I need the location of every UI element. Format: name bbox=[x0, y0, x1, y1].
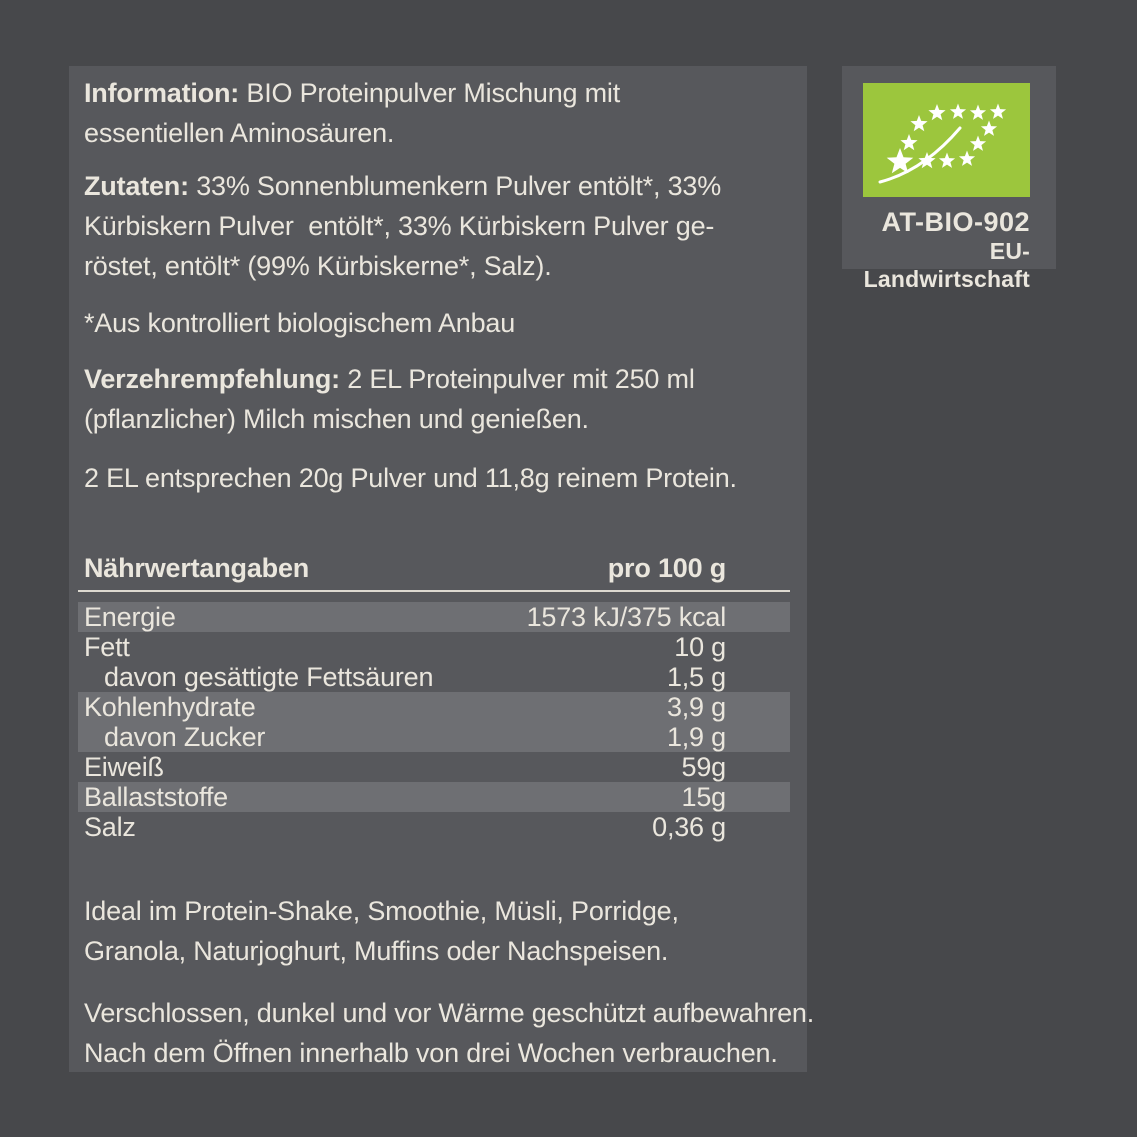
ingredients-lead: Zutaten: bbox=[84, 171, 189, 201]
organic-note bbox=[84, 303, 807, 343]
row-value: 10 g bbox=[674, 632, 726, 662]
row-value: 1,9 g bbox=[666, 722, 726, 752]
table-row-gesaettigte-fettsaeuren bbox=[78, 662, 790, 692]
table-row-ballaststoffe bbox=[78, 782, 790, 812]
serving-line-1 bbox=[84, 359, 807, 399]
leaf-stem bbox=[880, 128, 960, 182]
ingredients-line-2: Kürbiskern Pulver entölt*, 33% Kürbiskern Pulver ge- bbox=[84, 211, 715, 241]
info-line-1-rest: BIO Proteinpulver Mischung mit bbox=[239, 78, 621, 108]
ingredients-line-3: röstet, entölt* (99% Kürbiskerne*, Salz). bbox=[84, 251, 552, 281]
serving-paragraph bbox=[84, 359, 807, 439]
row-value: 1,5 g bbox=[666, 662, 726, 692]
organic-note-line: *Aus kontrolliert biologischem Anbau bbox=[84, 308, 516, 338]
star-icon bbox=[900, 134, 917, 150]
eu-organic-leaf-stars-icon bbox=[863, 83, 1030, 197]
table-row-salz bbox=[78, 812, 790, 842]
serving-lead: Verzehrempfehlung: bbox=[84, 364, 340, 394]
serving-equivalent-note bbox=[84, 458, 807, 498]
table-row-eiweiss bbox=[78, 752, 790, 782]
usage-line-2: Granola, Naturjoghurt, Muffins oder Nachspeisen. bbox=[84, 936, 669, 966]
row-value: 0,36 g bbox=[652, 812, 726, 842]
nutrition-rows bbox=[78, 602, 790, 842]
row-label: Fett bbox=[84, 632, 130, 662]
row-label: davon Zucker bbox=[104, 722, 266, 752]
storage-paragraph bbox=[84, 993, 815, 1073]
star-icon bbox=[959, 151, 975, 166]
serving-line-2: (pflanzlicher) Milch mischen und genießen. bbox=[84, 404, 589, 434]
info-line-2: essentiellen Aminosäuren. bbox=[84, 118, 395, 148]
usage-paragraph bbox=[84, 891, 807, 971]
usage-line-1: Ideal im Protein-Shake, Smoothie, Müsli, Porridge, bbox=[84, 896, 679, 926]
organic-code-label: AT-BIO-902 bbox=[881, 207, 1030, 237]
ingredients-paragraph bbox=[84, 166, 807, 286]
star-icon bbox=[928, 104, 945, 120]
info-paragraph bbox=[84, 73, 807, 153]
star-icon bbox=[970, 136, 986, 151]
table-row-zucker bbox=[78, 722, 790, 752]
ingredients-line-1 bbox=[84, 166, 807, 206]
star-icon bbox=[950, 104, 966, 119]
ingredients-line-1-rest: 33% Sonnenblumenkern Pulver entölt*, 33% bbox=[188, 171, 722, 201]
nutrition-title: Nährwertangaben bbox=[84, 553, 310, 583]
table-row-fett bbox=[78, 632, 790, 662]
eu-organic-logo-card bbox=[842, 66, 1056, 292]
storage-line-2: Nach dem Öffnen innerhalb von drei Wochen verbrauchen. bbox=[84, 1038, 778, 1068]
table-row-kohlenhydrate bbox=[78, 692, 790, 722]
row-label: Eiweiß bbox=[84, 752, 164, 782]
nutrition-table bbox=[78, 548, 790, 842]
star-icon bbox=[910, 115, 927, 131]
serving-equivalent-line: 2 EL entsprechen 20g Pulver und 11,8g reinem Protein. bbox=[84, 463, 737, 493]
info-lead: Information: bbox=[84, 78, 240, 108]
row-value: 3,9 g bbox=[666, 692, 726, 722]
row-label: Salz bbox=[84, 812, 136, 842]
nutrition-per-label: pro 100 g bbox=[607, 553, 726, 583]
storage-line-1: Verschlossen, dunkel und vor Wärme geschützt aufbewahren. bbox=[84, 998, 815, 1028]
row-value: 1573 kJ/375 kcal bbox=[526, 602, 726, 632]
row-value: 15g bbox=[681, 782, 726, 812]
row-label: Ballaststoffe bbox=[84, 782, 228, 812]
info-line-1 bbox=[84, 73, 807, 113]
nutrition-table-header bbox=[78, 548, 790, 592]
star-icon bbox=[990, 104, 1006, 119]
organic-origin-label: EU-Landwirtschaft bbox=[863, 238, 1030, 292]
row-label: Kohlenhydrate bbox=[84, 692, 256, 722]
star-icon bbox=[981, 121, 997, 136]
serving-line-1-rest: 2 EL Proteinpulver mit 250 ml bbox=[339, 364, 695, 394]
row-value: 59g bbox=[681, 752, 726, 782]
table-row-energie bbox=[78, 602, 790, 632]
product-info-panel bbox=[69, 66, 815, 1072]
star-icon bbox=[970, 105, 986, 120]
leaf-stars-svg bbox=[863, 83, 1030, 197]
row-label: Energie bbox=[84, 602, 176, 632]
row-label: davon gesättigte Fettsäuren bbox=[104, 662, 434, 692]
star-icon bbox=[939, 153, 955, 168]
